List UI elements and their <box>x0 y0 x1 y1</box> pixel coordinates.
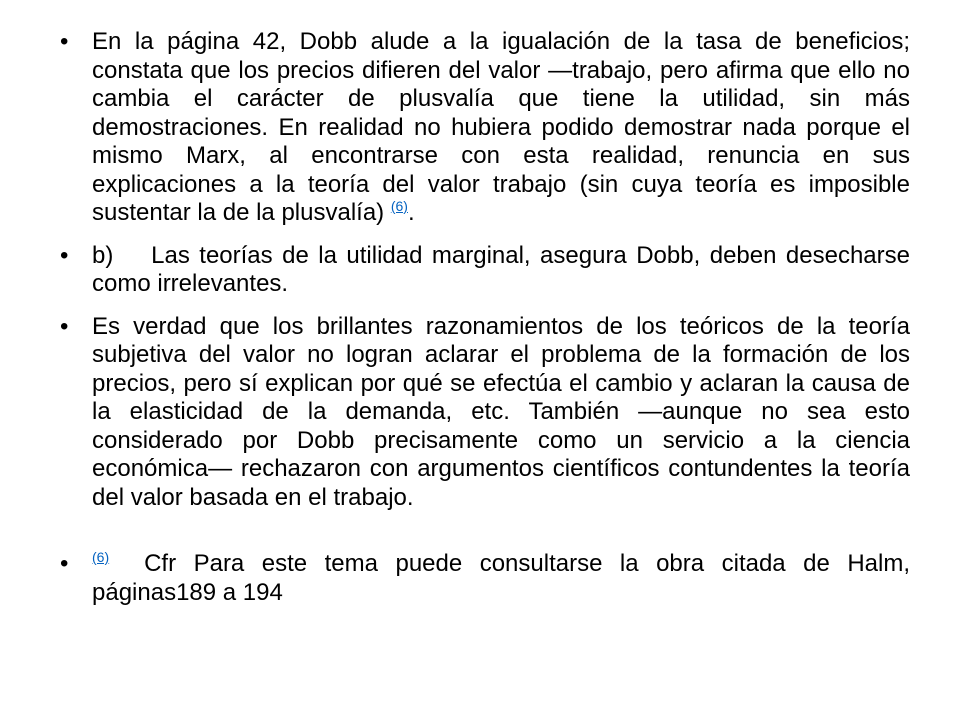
bullet-item-footnote <box>60 549 917 607</box>
footnote-anchor-link[interactable]: (6) <box>92 549 110 565</box>
bullet-item-teoria-subjetiva <box>60 313 910 513</box>
bullet-text: Es verdad que los brillantes razonamientos de los teóricos de la teoría subjetiva del valor no logran aclarar el problema de la formación de los precios, pero sí explican por qué se efectúa el cambio y aclaran la causa de la elasticidad de la demanda, etc. También —aunque no sea esto considerado por Dobb precisamente como un servicio a la ciencia económica— rechazaron con argumentos científicos contundentes la teoría del valor basada en el trabajo. <box>92 312 910 511</box>
bullet-dot-icon: • <box>60 312 69 340</box>
bullet-dot-icon: • <box>60 241 69 269</box>
footnote-text: Cfr Para este tema puede consultarse la obra citada de Halm, páginas189 a 194 <box>92 550 917 606</box>
bullet-dot-icon: • <box>60 28 69 55</box>
bullet-list <box>60 28 917 621</box>
bullet-text: b) Las teorías de la utilidad marginal, asegura Dobb, deben desecharse como irrelevantes. <box>92 241 917 297</box>
bullet-item-dobb-page-42 <box>60 28 910 228</box>
bullet-text: En la página 42, Dobb alude a la igualación de la tasa de beneficios; constata que los precios difieren del valor —trabajo, pero afirma que ello no cambia el carácter de plusvalía que tiene la utilidad, sin más demostraciones. En realidad no hubiera podido demostrar nada porque el mismo Marx, al encontrarse con esta realidad, renuncia en sus explicaciones a la teoría del valor trabajo (sin cuya teoría es imposible sustentar la de la plusvalía) <box>92 28 910 226</box>
bullet-dot-icon: • <box>60 550 69 577</box>
bullet-text-end: . <box>407 199 415 226</box>
bullet-item-utilidad-marginal <box>60 241 917 299</box>
footnote-reference-link[interactable]: (6) <box>390 198 408 214</box>
